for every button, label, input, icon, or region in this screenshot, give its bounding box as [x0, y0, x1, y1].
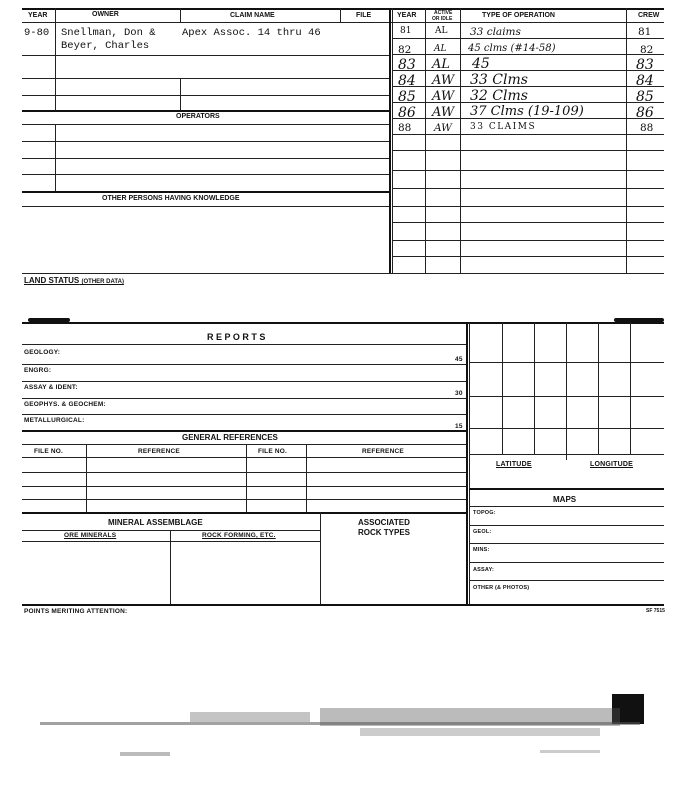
op-type: 32 Clms	[470, 88, 528, 104]
entry-owner-line-2: Beyer, Charles	[61, 40, 150, 52]
longitude-label: LONGITUDE	[590, 461, 634, 468]
geol-label: GEOL:	[473, 529, 492, 535]
rock-forming-header: ROCK FORMING, ETC.	[202, 532, 276, 539]
mins-label: MINS:	[473, 547, 490, 553]
reference-header-2: REFERENCE	[362, 448, 404, 455]
op-year: 82	[398, 44, 412, 56]
maps-title: MAPS	[553, 495, 577, 504]
op-type: 45 clms (#14-58)	[468, 43, 556, 54]
op-year: 85	[398, 89, 416, 105]
op-type: 37 Clms (19-109)	[470, 104, 584, 119]
op-crew: 81	[638, 26, 652, 38]
header-owner: OWNER	[92, 11, 119, 18]
op-crew: 82	[640, 44, 654, 56]
mineral-assemblage-title: MINERAL ASSEMBLAGE	[108, 518, 203, 527]
topog-label: TOPOG:	[473, 510, 496, 516]
op-crew: 88	[640, 122, 654, 134]
file-no-header-1: FILE NO.	[34, 448, 64, 455]
reports-title: R E P O R T S	[207, 332, 266, 342]
op-status: AW	[434, 122, 452, 134]
op-status: AL	[432, 57, 451, 72]
op-status: AL	[435, 26, 448, 36]
land-status-text: LAND STATUS	[24, 276, 80, 285]
op-crew: 86	[636, 105, 654, 121]
general-references-title: GENERAL REFERENCES	[182, 433, 278, 442]
engrg-label: ENGRG:	[24, 367, 52, 374]
entry-year: 9-80	[24, 27, 50, 39]
op-year: 81	[400, 26, 412, 36]
op-status: AL	[434, 44, 447, 54]
entry-owner-line-1: Snellman, Don &	[61, 27, 156, 39]
assay-label: ASSAY & IDENT:	[24, 384, 78, 391]
header-or-idle: OR IDLE	[432, 16, 453, 22]
land-status-sub: (OTHER DATA)	[81, 279, 124, 285]
op-type: 33 claims	[470, 26, 521, 38]
header-year: YEAR	[28, 12, 48, 19]
other-persons-label: OTHER PERSONS HAVING KNOWLEDGE	[102, 195, 240, 202]
file-no-header-2: FILE NO.	[258, 448, 288, 455]
header-crew: CREW	[638, 12, 660, 19]
op-status: AW	[432, 89, 455, 104]
assay-map-label: ASSAY:	[473, 567, 495, 573]
op-year: 86	[398, 105, 416, 121]
metallurgical-mark: 15	[455, 423, 463, 430]
form-number: SF 7515	[646, 608, 665, 614]
other-photos-label: OTHER (& PHOTOS)	[473, 585, 530, 591]
op-status: AW	[432, 73, 455, 88]
op-type: 33 CLAIMS	[470, 122, 537, 132]
header-year-2: YEAR	[397, 12, 417, 19]
geology-label: GEOLOGY:	[24, 349, 61, 356]
ore-minerals-header: ORE MINERALS	[64, 532, 117, 539]
header-type-of-operation: TYPE OF OPERATION	[482, 12, 555, 19]
op-year: 83	[398, 57, 416, 73]
op-crew: 84	[636, 73, 654, 89]
op-year: 88	[398, 122, 412, 134]
op-crew: 85	[636, 89, 654, 105]
associated-label-2: ROCK TYPES	[358, 528, 411, 537]
op-crew: 83	[636, 57, 654, 73]
metallurgical-label: METALLURGICAL:	[24, 417, 85, 424]
geophys-label: GEOPHYS. & GEOCHEM:	[24, 401, 106, 408]
points-meriting-label: POINTS MERITING ATTENTION:	[24, 608, 128, 615]
land-status-label	[24, 276, 124, 285]
entry-claim-name: Apex Assoc. 14 thru 46	[182, 27, 321, 39]
reference-header-1: REFERENCE	[138, 448, 180, 455]
operators-label: OPERATORS	[176, 113, 220, 120]
header-claim-name: CLAIM NAME	[230, 12, 275, 19]
op-year: 84	[398, 73, 416, 89]
latitude-label: LATITUDE	[496, 461, 532, 468]
header-file: FILE	[356, 12, 372, 19]
op-type: 45	[472, 56, 490, 72]
op-type: 33 Clms	[470, 72, 528, 88]
associated-label-1: ASSOCIATED	[358, 518, 410, 527]
assay-mark: 30	[455, 390, 463, 397]
geology-mark: 45	[455, 356, 463, 363]
op-status: AW	[432, 105, 455, 120]
header-active: ACTIVE	[434, 10, 453, 16]
